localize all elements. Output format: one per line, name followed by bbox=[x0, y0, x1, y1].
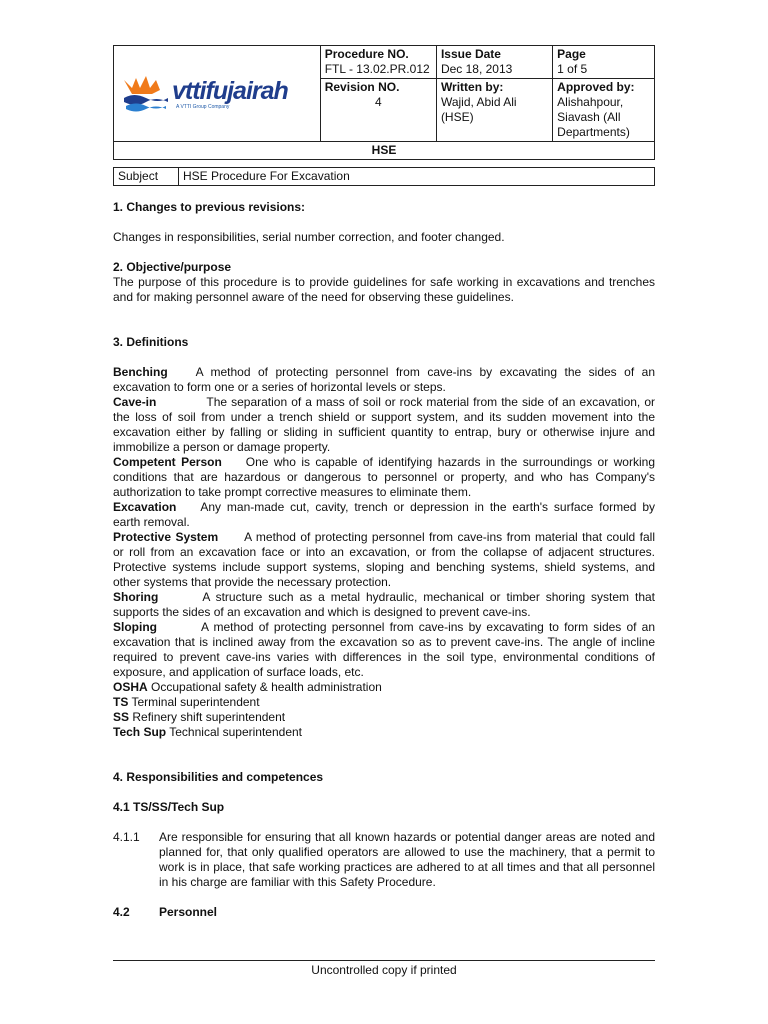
approved-cell bbox=[553, 79, 655, 142]
definition-text: The separation of a mass of soil or rock material from the side of an excavation, or the loss of soil from under a trench shield or support system, and its sudden movement into the excavation either by falling or sliding in sufficient quantity to entrap, bury or otherwise injure and immobilize a person or damage property. bbox=[113, 395, 655, 454]
revision-cell bbox=[320, 79, 436, 142]
definition-term: Shoring bbox=[113, 590, 159, 604]
abbreviation-item bbox=[113, 680, 655, 695]
section-1-title: 1. Changes to previous revisions: bbox=[113, 200, 306, 214]
definition-text: Any man-made cut, cavity, trench or depression in the earth's surface formed by earth removal. bbox=[113, 500, 655, 529]
issue-label: Issue Date bbox=[440, 47, 501, 61]
definition-term: Sloping bbox=[113, 620, 157, 634]
abbreviation-text: Terminal superintendent bbox=[131, 695, 260, 709]
procedure-cell bbox=[320, 46, 436, 79]
clause-number: 4.2 bbox=[113, 905, 130, 919]
page-value: 1 of 5 bbox=[557, 62, 588, 76]
definition-item bbox=[113, 365, 655, 395]
section-4-1-title: 4.1 TS/SS/Tech Sup bbox=[113, 800, 225, 814]
definition-term: Benching bbox=[113, 365, 168, 379]
section-4-title: 4. Responsibilities and competences bbox=[113, 770, 324, 784]
abbreviation-text: Technical superintendent bbox=[169, 725, 303, 739]
approved-label: Approved by: bbox=[557, 80, 635, 94]
logo-cell bbox=[114, 46, 321, 142]
definition-term: Cave-in bbox=[113, 395, 157, 409]
definition-text: A structure such as a metal hydraulic, mechanical or timber shoring system that supports the sides of an excavation and which is designed to prevent cave-ins. bbox=[113, 590, 655, 619]
definition-text: One who is capable of identifying hazards in the surroundings or working conditions that are hazardous or dangerous to personnel or property, and who has Company's authorization to take prompt corrective measures to eliminate them. bbox=[113, 455, 655, 499]
page-cell bbox=[553, 46, 655, 79]
abbreviation-item bbox=[113, 725, 655, 740]
footer-text: Uncontrolled copy if printed bbox=[311, 963, 457, 977]
section-1-text: Changes in responsibilities, serial number correction, and footer changed. bbox=[113, 230, 505, 244]
definition-item bbox=[113, 455, 655, 500]
abbreviation-text: Refinery shift superintendent bbox=[132, 710, 286, 724]
department-cell bbox=[114, 142, 655, 160]
abbreviation-item bbox=[113, 695, 655, 710]
abbreviation-term: Tech Sup bbox=[113, 725, 167, 739]
definitions-list bbox=[113, 365, 655, 740]
procedure-value: FTL - 13.02.PR.012 bbox=[324, 62, 430, 76]
definition-text: A method of protecting personnel from cave-ins by excavating the sides of an excavation to form one or a series of horizontal levels or steps. bbox=[113, 365, 655, 394]
definition-item bbox=[113, 620, 655, 680]
definition-term: Competent Person bbox=[113, 455, 222, 469]
page-label: Page bbox=[557, 47, 586, 61]
definition-item bbox=[113, 500, 655, 530]
issue-value: Dec 18, 2013 bbox=[440, 62, 513, 76]
issue-cell bbox=[436, 46, 552, 79]
abbreviation-term: TS bbox=[113, 695, 129, 709]
subject-table bbox=[113, 167, 655, 186]
section-4-2-heading bbox=[113, 905, 655, 920]
abbreviation-item bbox=[113, 710, 655, 725]
document-body bbox=[113, 200, 655, 920]
definition-item bbox=[113, 530, 655, 590]
section-2-text: The purpose of this procedure is to provide guidelines for safe working in excavations and trenches and for making personnel aware of the need for observing these guidelines. bbox=[113, 275, 655, 304]
definition-term: Excavation bbox=[113, 500, 177, 514]
definition-item bbox=[113, 395, 655, 455]
definition-text: A method of protecting personnel from cave-ins from material that could fall or roll from an excavation face or into an excavation, or from the collapse of adjacent structures. Protective systems include support systems, sloping and benching systems, shield systems, and other systems that provide the necessary protection. bbox=[113, 530, 655, 589]
clause-number: 4.1.1 bbox=[113, 830, 140, 844]
logo-brand-fujairah: fujairah bbox=[205, 76, 288, 105]
company-logo bbox=[114, 60, 320, 128]
procedure-label: Procedure NO. bbox=[324, 47, 409, 61]
clause-text: Are responsible for ensuring that all known hazards or potential danger areas are noted and planned for, that only qualified operators are allowed to use the machinery, that a permit to work is in place, that safe working practices are adhered to at all times and that all personnel in his charge are familiar with this Safety Procedure. bbox=[159, 830, 655, 889]
department-label: HSE bbox=[371, 143, 397, 157]
subject-value: HSE Procedure For Excavation bbox=[179, 168, 655, 186]
revision-label: Revision NO. bbox=[324, 80, 400, 94]
section-2-title: 2. Objective/purpose bbox=[113, 260, 232, 274]
document-header-table bbox=[113, 45, 655, 160]
approved-value: Alishahpour, Siavash (All Departments) bbox=[557, 95, 630, 139]
written-label: Written by: bbox=[440, 80, 504, 94]
clause-4-1-1 bbox=[113, 830, 655, 890]
subject-label: Subject bbox=[114, 168, 179, 186]
flame-wave-icon bbox=[122, 74, 170, 114]
written-value: Wajid, Abid Ali (HSE) bbox=[440, 95, 517, 124]
section-3-title: 3. Definitions bbox=[113, 335, 189, 349]
definition-term: Protective System bbox=[113, 530, 219, 544]
logo-brand-vtti: vtti bbox=[172, 76, 206, 105]
written-cell bbox=[436, 79, 552, 142]
footer-divider bbox=[113, 960, 655, 961]
section-4-2-title: Personnel bbox=[159, 905, 218, 919]
definition-item bbox=[113, 590, 655, 620]
definition-text: A method of protecting personnel from cave-ins by excavating to form sides of an excavation that is inclined away from the excavation so as to prevent cave-ins. The angle of incline required to prevent cave-ins varies with differences in the soil type, environmental conditions of exposure, and application of surface loads, etc. bbox=[113, 620, 655, 679]
abbreviation-text: Occupational safety & health administration bbox=[151, 680, 382, 694]
abbreviation-term: SS bbox=[113, 710, 130, 724]
logo-tagline: A VTTI Group Company bbox=[176, 103, 230, 110]
revision-value: 4 bbox=[374, 95, 382, 109]
abbreviation-term: OSHA bbox=[113, 680, 148, 694]
